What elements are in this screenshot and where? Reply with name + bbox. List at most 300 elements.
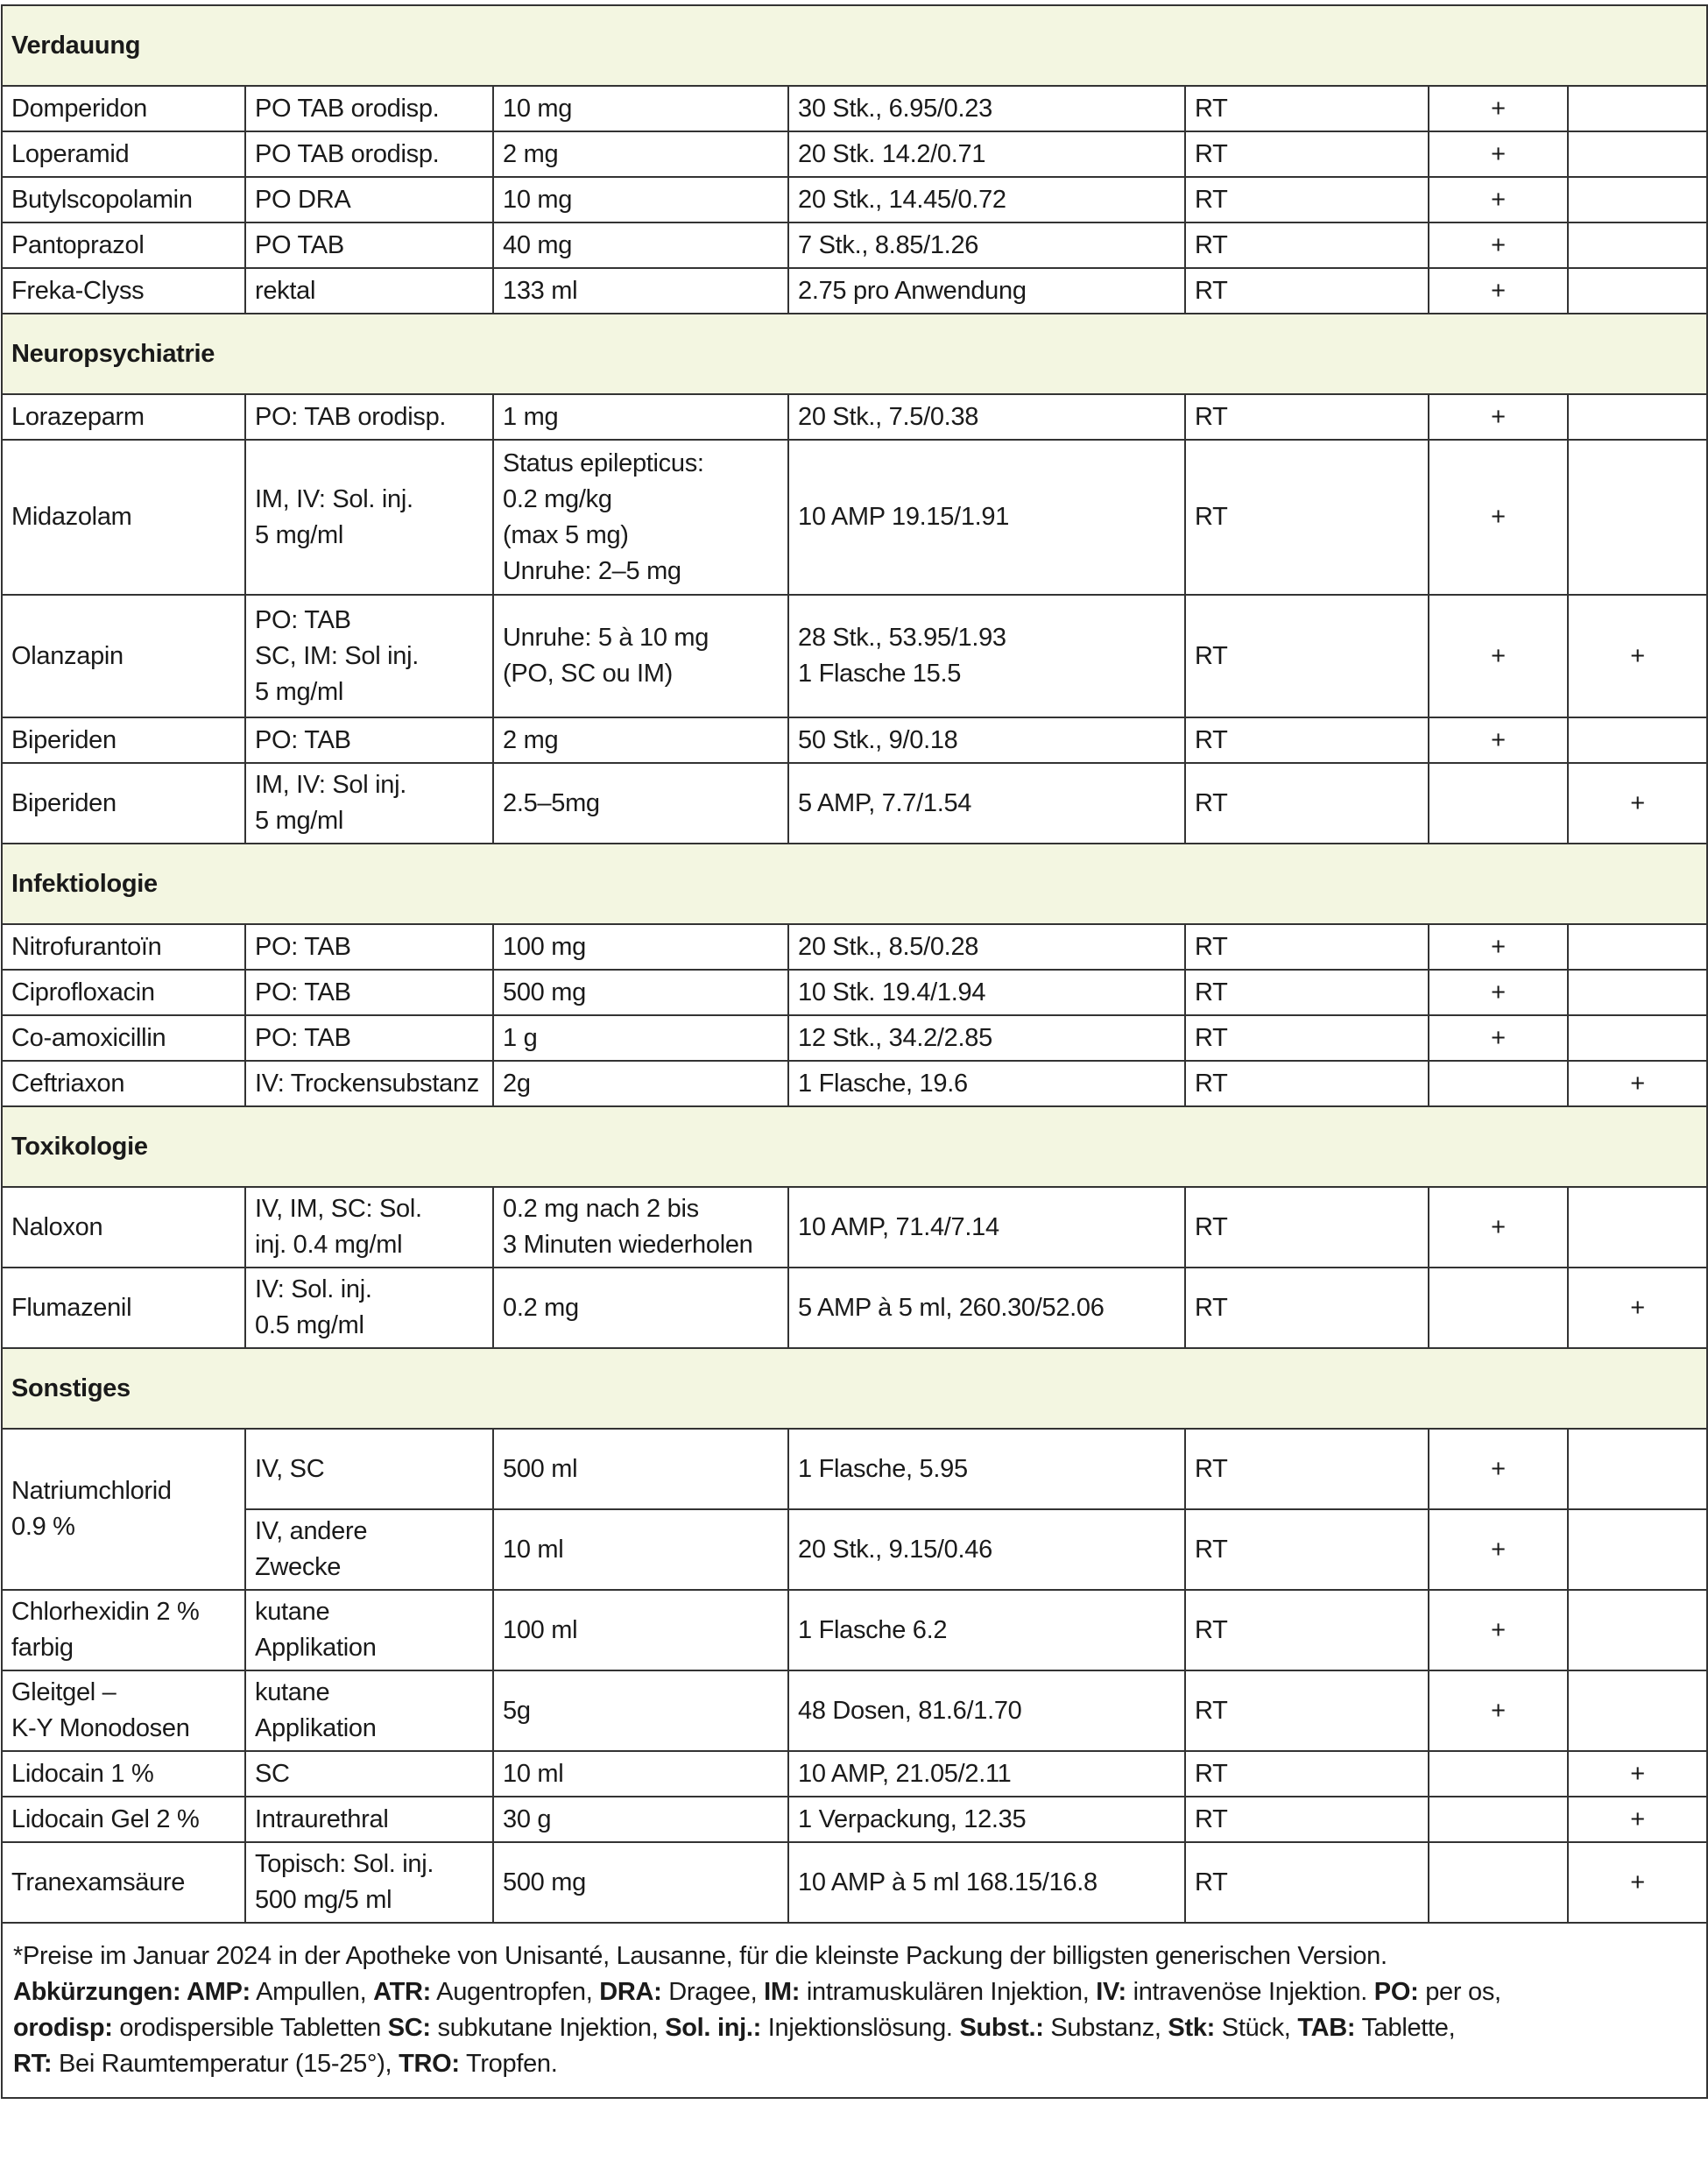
dosage <box>493 86 788 131</box>
administration-form <box>245 717 493 763</box>
cell-line: 0.2 mg <box>503 1293 579 1322</box>
cell-line: PO: TAB <box>255 605 351 634</box>
drug-name <box>2 177 245 222</box>
cell-line: Applikation <box>255 1714 377 1742</box>
cell-line: Unruhe: 5 à 10 mg <box>503 624 709 652</box>
dosage <box>493 763 788 844</box>
table-row <box>2 1429 1707 1509</box>
abbreviation: Abkürzungen: AMP: <box>13 1978 251 2006</box>
drug-name <box>2 717 245 763</box>
package-price <box>788 86 1185 131</box>
cell-line: K-Y Monodosen <box>11 1714 190 1742</box>
storage: RT <box>1185 970 1429 1015</box>
dosage <box>493 1797 788 1842</box>
dosage <box>493 1061 788 1106</box>
package-price <box>788 1187 1185 1268</box>
table-row <box>2 1015 1707 1061</box>
column-6-mark: + <box>1429 268 1568 314</box>
abbreviation-definition: Ampullen, <box>250 1978 374 2006</box>
package-price <box>788 717 1185 763</box>
storage: RT <box>1185 1509 1429 1590</box>
abbreviations-line <box>13 2010 1696 2046</box>
cell-line: IV, SC <box>255 1454 325 1483</box>
cell-line: 1 mg <box>503 402 559 431</box>
storage: RT <box>1185 1590 1429 1670</box>
cell-line: IM, IV: Sol inj. <box>255 771 407 799</box>
cell-line: 10 AMP à 5 ml 168.15/16.8 <box>798 1868 1097 1896</box>
administration-form <box>245 970 493 1015</box>
column-6-mark <box>1429 1061 1568 1106</box>
table-row <box>2 1509 1707 1590</box>
abbreviation: Stk: <box>1168 2014 1216 2042</box>
table-row <box>2 394 1707 440</box>
table-row <box>2 924 1707 970</box>
cell-line: Lidocain Gel 2 % <box>11 1804 200 1833</box>
cell-line: PO TAB orodisp. <box>255 94 440 123</box>
column-6-mark: + <box>1429 1509 1568 1590</box>
storage: RT <box>1185 1187 1429 1268</box>
administration-form <box>245 1797 493 1842</box>
section-header <box>2 1348 1707 1429</box>
column-7-mark <box>1568 1015 1707 1061</box>
dosage <box>493 1268 788 1348</box>
cell-line: 1 g <box>503 1023 538 1052</box>
administration-form <box>245 1509 493 1590</box>
column-7-mark <box>1568 1429 1707 1509</box>
cell-line: 5g <box>503 1696 531 1725</box>
storage: RT <box>1185 1015 1429 1061</box>
table-row <box>2 440 1707 595</box>
column-7-mark: + <box>1568 763 1707 844</box>
abbreviation-definition: subkutane Injektion, <box>430 2014 666 2042</box>
administration-form <box>245 595 493 717</box>
drug-name <box>2 924 245 970</box>
drug-name <box>2 1670 245 1751</box>
column-6-mark: + <box>1429 1429 1568 1509</box>
cell-line: PO: TAB <box>255 978 351 1006</box>
drug-name <box>2 970 245 1015</box>
storage: RT <box>1185 717 1429 763</box>
column-7-mark: + <box>1568 595 1707 717</box>
package-price <box>788 1751 1185 1797</box>
section-title: Neuropsychiatrie <box>2 314 1707 394</box>
cell-line: 5 mg/ml <box>255 677 344 706</box>
cell-line: 20 Stk., 7.5/0.38 <box>798 402 979 431</box>
package-price <box>788 222 1185 268</box>
abbreviations-line <box>13 2046 1696 2082</box>
cell-line: 1 Flasche 15.5 <box>798 660 962 688</box>
abbreviation-definition: intravenöse Injektion. <box>1126 1978 1374 2006</box>
column-6-mark <box>1429 763 1568 844</box>
cell-line: 30 g <box>503 1804 552 1833</box>
table-row <box>2 268 1707 314</box>
cell-line: 2.75 pro Anwendung <box>798 276 1027 305</box>
column-7-mark <box>1568 394 1707 440</box>
drug-name <box>2 1187 245 1268</box>
cell-line: Pantoprazol <box>11 230 145 259</box>
cell-line: 10 AMP 19.15/1.91 <box>798 503 1010 531</box>
abbreviation: ATR: <box>373 1978 431 2006</box>
table-row <box>2 763 1707 844</box>
cell-line: Intraurethral <box>255 1804 389 1833</box>
storage: RT <box>1185 1429 1429 1509</box>
administration-form <box>245 394 493 440</box>
package-price <box>788 1509 1185 1590</box>
column-6-mark: + <box>1429 1187 1568 1268</box>
cell-line: 5 mg/ml <box>255 520 344 549</box>
dosage <box>493 1590 788 1670</box>
section-header <box>2 5 1707 86</box>
column-6-mark: + <box>1429 86 1568 131</box>
table-row <box>2 1187 1707 1268</box>
cell-line: 100 mg <box>503 932 586 961</box>
dosage <box>493 440 788 595</box>
column-7-mark: + <box>1568 1797 1707 1842</box>
cell-line: 7 Stk., 8.85/1.26 <box>798 230 979 259</box>
medication-table <box>1 4 1708 2099</box>
cell-line: Co-amoxicillin <box>11 1023 166 1052</box>
cell-line: Freka-Clyss <box>11 276 145 305</box>
dosage <box>493 177 788 222</box>
column-6-mark: + <box>1429 222 1568 268</box>
cell-line: (PO, SC ou IM) <box>503 660 673 688</box>
storage: RT <box>1185 1670 1429 1751</box>
column-7-mark <box>1568 1590 1707 1670</box>
cell-line: Lorazeparm <box>11 402 145 431</box>
cell-line: (max 5 mg) <box>503 520 629 549</box>
cell-line: Natriumchlorid <box>11 1477 172 1505</box>
abbreviation: Subst.: <box>959 2014 1044 2042</box>
table-row <box>2 1268 1707 1348</box>
dosage <box>493 268 788 314</box>
abbreviation: IV: <box>1096 1978 1126 2006</box>
administration-form <box>245 1061 493 1106</box>
column-6-mark <box>1429 1797 1568 1842</box>
dosage <box>493 1751 788 1797</box>
cell-line: IV: Sol. inj. <box>255 1275 372 1303</box>
administration-form <box>245 1187 493 1268</box>
package-price <box>788 595 1185 717</box>
abbreviation-definition: Tablette, <box>1355 2014 1456 2042</box>
column-7-mark <box>1568 1670 1707 1751</box>
table-row <box>2 131 1707 177</box>
abbreviation-definition: Injektionslösung. <box>761 2014 960 2042</box>
cell-line: Flumazenil <box>11 1293 132 1322</box>
cell-line: 10 ml <box>503 1759 564 1788</box>
administration-form <box>245 177 493 222</box>
table-row <box>2 1797 1707 1842</box>
drug-name <box>2 1751 245 1797</box>
cell-line: 0.5 mg/ml <box>255 1311 364 1339</box>
column-7-mark: + <box>1568 1751 1707 1797</box>
storage: RT <box>1185 1268 1429 1348</box>
cell-line: PO: TAB <box>255 932 351 961</box>
storage: RT <box>1185 440 1429 595</box>
cell-line: 10 ml <box>503 1535 564 1564</box>
abbreviation: TAB: <box>1297 2014 1356 2042</box>
cell-line: 20 Stk., 9.15/0.46 <box>798 1535 992 1564</box>
package-price <box>788 1797 1185 1842</box>
cell-line: Naloxon <box>11 1212 103 1241</box>
cell-line: 0.2 mg nach 2 bis <box>503 1195 699 1223</box>
column-7-mark <box>1568 86 1707 131</box>
administration-form <box>245 86 493 131</box>
cell-line: 0.2 mg/kg <box>503 484 612 513</box>
column-7-mark <box>1568 1509 1707 1590</box>
column-6-mark: + <box>1429 440 1568 595</box>
section-title: Toxikologie <box>2 1106 1707 1187</box>
column-6-mark: + <box>1429 595 1568 717</box>
dosage <box>493 595 788 717</box>
table-row <box>2 222 1707 268</box>
dosage <box>493 222 788 268</box>
cell-line: 1 Flasche, 19.6 <box>798 1069 968 1098</box>
storage: RT <box>1185 131 1429 177</box>
storage: RT <box>1185 924 1429 970</box>
cell-line: SC, IM: Sol inj. <box>255 641 419 670</box>
abbreviation: SC: <box>387 2014 431 2042</box>
storage: RT <box>1185 1842 1429 1923</box>
abbreviation-definition: Augentropfen, <box>431 1978 600 2006</box>
dosage <box>493 717 788 763</box>
administration-form <box>245 1429 493 1509</box>
column-7-mark <box>1568 177 1707 222</box>
administration-form <box>245 1015 493 1061</box>
abbreviations-line <box>13 1974 1696 2010</box>
table-row <box>2 177 1707 222</box>
cell-line: 500 ml <box>503 1454 578 1483</box>
cell-line: rektal <box>255 276 316 305</box>
cell-line: Unruhe: 2–5 mg <box>503 556 681 585</box>
cell-line: 2 mg <box>503 725 559 754</box>
cell-line: Status epilepticus: <box>503 448 704 477</box>
column-7-mark <box>1568 440 1707 595</box>
abbreviation: PO: <box>1373 1978 1419 2006</box>
drug-name <box>2 1842 245 1923</box>
dosage <box>493 1842 788 1923</box>
cell-line: 100 ml <box>503 1615 578 1644</box>
cell-line: Chlorhexidin 2 % <box>11 1598 200 1626</box>
column-7-mark <box>1568 268 1707 314</box>
administration-form <box>245 1751 493 1797</box>
cell-line: 20 Stk., 14.45/0.72 <box>798 185 1006 214</box>
storage: RT <box>1185 1751 1429 1797</box>
administration-form <box>245 1268 493 1348</box>
administration-form <box>245 268 493 314</box>
storage: RT <box>1185 177 1429 222</box>
column-6-mark: + <box>1429 717 1568 763</box>
cell-line: PO TAB orodisp. <box>255 139 440 168</box>
administration-form <box>245 763 493 844</box>
cell-line: Biperiden <box>11 788 116 817</box>
cell-line: Tranexamsäure <box>11 1868 186 1896</box>
table-row <box>2 1061 1707 1106</box>
drug-name <box>2 131 245 177</box>
package-price <box>788 1061 1185 1106</box>
cell-line: Nitrofurantoïn <box>11 932 162 961</box>
drug-name <box>2 763 245 844</box>
column-7-mark: + <box>1568 1061 1707 1106</box>
column-6-mark: + <box>1429 394 1568 440</box>
cell-line: 500 mg <box>503 1868 586 1896</box>
cell-line: Topisch: Sol. inj. <box>255 1850 434 1878</box>
cell-line: 500 mg/5 ml <box>255 1886 392 1914</box>
abbreviation: orodisp: <box>13 2014 113 2042</box>
administration-form <box>245 131 493 177</box>
column-6-mark: + <box>1429 1015 1568 1061</box>
administration-form <box>245 222 493 268</box>
package-price <box>788 440 1185 595</box>
administration-form <box>245 924 493 970</box>
dosage <box>493 970 788 1015</box>
abbreviation-definition: orodispersible Tabletten <box>112 2014 388 2042</box>
section-title: Verdauung <box>2 5 1707 86</box>
cell-line: 30 Stk., 6.95/0.23 <box>798 94 992 123</box>
abbreviation-definition: intramuskulären Injektion, <box>800 1978 1097 2006</box>
cell-line: Loperamid <box>11 139 130 168</box>
abbreviation: TRO: <box>399 2050 460 2078</box>
cell-line: 5 AMP à 5 ml, 260.30/52.06 <box>798 1293 1105 1322</box>
cell-line: 2g <box>503 1069 531 1098</box>
drug-name <box>2 1590 245 1670</box>
cell-line: PO: TAB orodisp. <box>255 402 447 431</box>
storage: RT <box>1185 222 1429 268</box>
cell-line: 20 Stk., 8.5/0.28 <box>798 932 979 961</box>
dosage <box>493 394 788 440</box>
dosage <box>493 1429 788 1509</box>
cell-line: 1 Flasche 6.2 <box>798 1615 948 1644</box>
section-title: Sonstiges <box>2 1348 1707 1429</box>
table-row <box>2 1751 1707 1797</box>
drug-name <box>2 1061 245 1106</box>
drug-name <box>2 595 245 717</box>
drug-name <box>2 1268 245 1348</box>
cell-line: Lidocain 1 % <box>11 1759 154 1788</box>
footnote <box>2 1923 1707 2098</box>
storage: RT <box>1185 1061 1429 1106</box>
dosage <box>493 1015 788 1061</box>
cell-line: Gleitgel – <box>11 1678 116 1706</box>
cell-line: Olanzapin <box>11 641 124 670</box>
column-6-mark: + <box>1429 1670 1568 1751</box>
column-6-mark: + <box>1429 131 1568 177</box>
cell-line: PO: TAB <box>255 725 351 754</box>
administration-form <box>245 440 493 595</box>
cell-line: Ciprofloxacin <box>11 978 155 1006</box>
package-price <box>788 970 1185 1015</box>
section-title: Infektiologie <box>2 844 1707 924</box>
abbreviation-definition: Bei Raumtemperatur (15-25°), <box>52 2050 399 2078</box>
column-7-mark <box>1568 1187 1707 1268</box>
column-7-mark <box>1568 924 1707 970</box>
table-row <box>2 1590 1707 1670</box>
package-price <box>788 924 1185 970</box>
storage: RT <box>1185 394 1429 440</box>
dosage <box>493 1509 788 1590</box>
cell-line: 1 Verpackung, 12.35 <box>798 1804 1027 1833</box>
section-header <box>2 1106 1707 1187</box>
abbreviation-definition: Tropfen. <box>459 2050 558 2078</box>
package-price <box>788 1429 1185 1509</box>
table-row <box>2 86 1707 131</box>
cell-line: 5 mg/ml <box>255 807 344 835</box>
table-row <box>2 970 1707 1015</box>
abbreviation-definition: Dragee, <box>661 1978 765 2006</box>
cell-line: 48 Dosen, 81.6/1.70 <box>798 1696 1022 1725</box>
column-7-mark: + <box>1568 1268 1707 1348</box>
column-6-mark <box>1429 1751 1568 1797</box>
table-row <box>2 1670 1707 1751</box>
column-7-mark <box>1568 970 1707 1015</box>
package-price <box>788 177 1185 222</box>
package-price <box>788 1268 1185 1348</box>
administration-form <box>245 1590 493 1670</box>
storage: RT <box>1185 86 1429 131</box>
cell-line: Biperiden <box>11 725 116 754</box>
cell-line: 40 mg <box>503 230 573 259</box>
cell-line: PO DRA <box>255 185 351 214</box>
cell-line: IV: Trockensubstanz <box>255 1069 479 1098</box>
package-price <box>788 394 1185 440</box>
footer-row <box>2 1923 1707 2098</box>
drug-name <box>2 1797 245 1842</box>
column-6-mark: + <box>1429 970 1568 1015</box>
cell-line: Zwecke <box>255 1553 342 1581</box>
package-price <box>788 1015 1185 1061</box>
abbreviation: IM: <box>764 1978 801 2006</box>
cell-line: 500 mg <box>503 978 586 1006</box>
package-price <box>788 1842 1185 1923</box>
drug-name <box>2 440 245 595</box>
cell-line: 10 mg <box>503 185 573 214</box>
cell-line: 3 Minuten wiederholen <box>503 1231 753 1259</box>
table-row <box>2 595 1707 717</box>
drug-name <box>2 1015 245 1061</box>
cell-line: SC <box>255 1759 290 1788</box>
cell-line: 20 Stk. 14.2/0.71 <box>798 139 986 168</box>
cell-line: IV, IM, SC: Sol. <box>255 1195 422 1223</box>
cell-line: Ceftriaxon <box>11 1069 125 1098</box>
column-7-mark <box>1568 131 1707 177</box>
package-price <box>788 763 1185 844</box>
storage: RT <box>1185 595 1429 717</box>
column-7-mark: + <box>1568 1842 1707 1923</box>
dosage <box>493 1670 788 1751</box>
cell-line: Applikation <box>255 1634 377 1662</box>
column-6-mark: + <box>1429 177 1568 222</box>
cell-line: Domperidon <box>11 94 147 123</box>
cell-line: 5 AMP, 7.7/1.54 <box>798 788 972 817</box>
section-header <box>2 314 1707 394</box>
package-price <box>788 131 1185 177</box>
table-row <box>2 1842 1707 1923</box>
cell-line: 1 Flasche, 5.95 <box>798 1454 968 1483</box>
cell-line: kutane <box>255 1678 330 1706</box>
package-price <box>788 1670 1185 1751</box>
price-note: *Preise im Januar 2024 in der Apotheke von Unisanté, Lausanne, für die kleinste Packung der billigsten generischen Version. <box>13 1942 1387 1970</box>
cell-line: 10 mg <box>503 94 573 123</box>
package-price <box>788 268 1185 314</box>
package-price <box>788 1590 1185 1670</box>
column-6-mark <box>1429 1268 1568 1348</box>
dosage <box>493 1187 788 1268</box>
cell-line: 10 AMP, 71.4/7.14 <box>798 1212 999 1241</box>
cell-line: Butylscopolamin <box>11 185 193 214</box>
cell-line: 0.9 % <box>11 1513 75 1541</box>
cell-line: 2 mg <box>503 139 559 168</box>
abbreviation-definition: Substanz, <box>1043 2014 1168 2042</box>
column-7-mark <box>1568 222 1707 268</box>
